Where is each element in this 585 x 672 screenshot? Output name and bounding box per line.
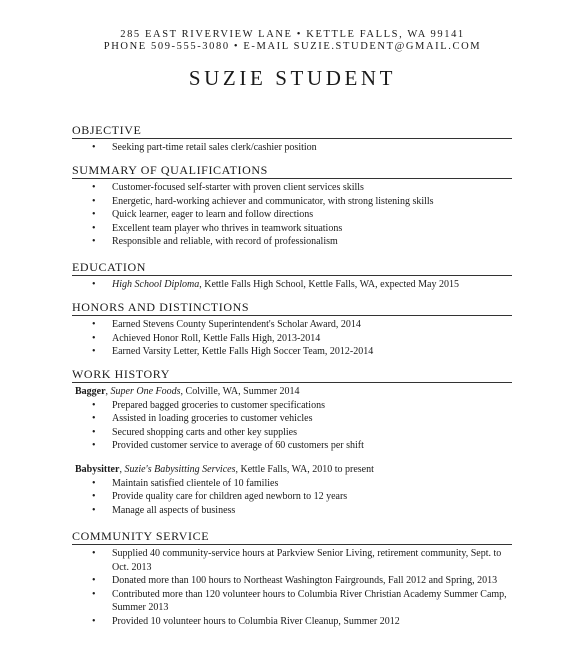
education-details: , Kettle Falls High School, Kettle Falls, WA, expected May 2015 [199,279,459,290]
summary-list [72,181,512,249]
phone-email-line: PHONE 509-555-3080 • E-MAIL SUZIE.STUDENT@GMAIL.COM [103,41,482,52]
list-item: • Quick learner, eager to learn and follow directions [72,208,512,222]
objective-section [72,123,512,155]
job-heading: Babysitter, Suzie's Babysitting Services, Kettle Falls, WA, 2010 to present [75,463,374,475]
summary-title: SUMMARY OF QUALIFICATIONS [72,163,512,179]
job-duties-list [72,399,512,453]
honors-section [72,300,512,359]
job-role: Bagger [75,386,106,397]
list-item: • Contributed more than 120 volunteer hours to Columbia River Christian Academy Summer Camp, Summer 2013 [72,588,512,615]
community-section [72,529,512,629]
list-item: • Assisted in loading groceries to customer vehicles [72,412,512,426]
job-details: , Kettle Falls, WA, 2010 to present [235,463,374,475]
list-item: • Earned Stevens County Superintendent's Scholar Award, 2014 [72,318,512,332]
list-item: • Customer-focused self-starter with proven client services skills [72,181,512,195]
community-title: COMMUNITY SERVICE [72,529,512,545]
diploma-label: High School Diploma [112,279,200,290]
objective-list [72,141,512,155]
community-list [72,547,512,629]
work-title: WORK HISTORY [72,367,512,383]
list-item: • Maintain satisfied clientele of 10 families [72,477,512,491]
list-item: • Manage all aspects of business [72,504,512,518]
list-item: • Supplied 40 community-service hours at Parkview Senior Living, retirement community, Sept. to Oct. 2013 [72,547,512,574]
job-heading: Bagger, Super One Foods, Colville, WA, Summer 2014 [75,386,300,397]
list-item: • Provided 10 volunteer hours to Columbia River Cleanup, Summer 2012 [72,615,512,629]
job-employer: Suzie's Babysitting Services [124,463,236,475]
education-title: EDUCATION [72,260,512,276]
job-duties-list [72,477,512,518]
work-section [72,367,512,517]
list-item: • Excellent team player who thrives in teamwork situations [72,222,512,236]
education-list [72,278,512,292]
list-item: • Prepared bagged groceries to customer specifications [72,399,512,413]
list-item: • Seeking part-time retail sales clerk/cashier position [72,141,512,155]
education-section [72,260,512,292]
list-item: • Achieved Honor Roll, Kettle Falls High, 2013-2014 [72,332,512,346]
list-item [72,278,512,292]
summary-section [72,163,512,249]
applicant-name: SUZIE STUDENT [188,66,397,90]
list-item: • Secured shopping carts and other key supplies [72,426,512,440]
list-item: • Responsible and reliable, with record of professionalism [72,235,512,249]
job-role: Babysitter [75,463,120,475]
objective-title: OBJECTIVE [72,123,512,139]
address-line: 285 EAST RIVERVIEW LANE • KETTLE FALLS, WA 99141 [120,29,465,40]
list-item: • Energetic, hard-working achiever and communicator, with strong listening skills [72,195,512,209]
list-item: • Provided customer service to average of 60 customers per shift [72,439,512,453]
honors-title: HONORS AND DISTINCTIONS [72,300,512,316]
list-item: • Provide quality care for children aged newborn to 12 years [72,490,512,504]
job-employer: Super One Foods [110,386,181,397]
list-item: • Earned Varsity Letter, Kettle Falls High Soccer Team, 2012-2014 [72,345,512,359]
list-item: • Donated more than 100 hours to Northeast Washington Fairgrounds, Fall 2012 and Spring, 2013 [72,574,512,588]
job-details: , Colville, WA, Summer 2014 [180,386,300,397]
honors-list [72,318,512,359]
